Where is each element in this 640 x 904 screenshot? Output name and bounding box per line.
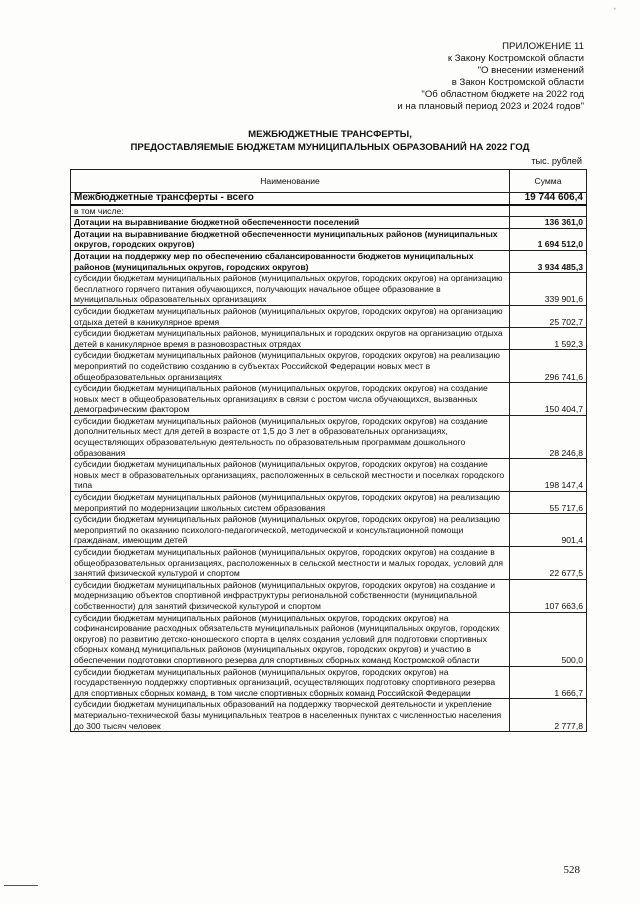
table-row — [71, 699, 587, 732]
row-name-cell: субсидии бюджетам муниципальных районов (муниципальных округов, городских округов) на софинансирование расходных обязательств муниципальных районов (муниципальных округов, городских округов) по развитию детско-юношеского спорта в целях создания условий для подготовки спортивных сборных команд муниципальных районов (муниципальных округов, городских округов) и участию в обеспечении подготовки спортивного резерва для спортивных сборных команд Костромской области — [71, 612, 510, 666]
row-sum-cell: 2 777,8 — [510, 699, 587, 732]
row-name-cell: субсидии бюджетам муниципальных районов (муниципальных округов, городских округов) на создание новых мест в образовательных организациях, расположенных в сельской местности и поселках городского типа — [71, 459, 510, 492]
row-sum-cell — [510, 205, 587, 217]
row-sum-cell: 3 934 485,3 — [510, 250, 587, 272]
row-sum-cell: 55 717,6 — [510, 492, 587, 514]
row-name-cell: субсидии бюджетам муниципальных районов (муниципальных округов, городских округов) на создание в общеобразовательных организациях, расположенных в сельской местности и малых городах, условий для занятий физической культурой и спортом — [71, 547, 510, 580]
table-row — [71, 205, 587, 217]
row-sum-cell: 150 404,7 — [510, 383, 587, 416]
table-header-row — [71, 170, 587, 193]
table-row — [71, 666, 587, 699]
row-name-cell: субсидии бюджетам муниципальных районов, муниципальных и городских округов на организацию отдыха детей в каникулярное время в разновозрастных отрядах — [71, 328, 510, 350]
table-row — [71, 383, 587, 416]
table-row — [71, 514, 587, 547]
row-name-cell: субсидии бюджетам муниципальных районов (муниципальных округов, городских округов) на создание дополнительных мест для детей в возрасте от 1,5 до 3 лет в образовательных организациях, осуществляющих образовательную деятельность по образовательным программам дошкольного образования — [71, 415, 510, 458]
header-line: в Закон Костромской области — [451, 77, 584, 88]
header-line: "О внесении изменений — [477, 65, 584, 76]
row-name-cell: субсидии бюджетам муниципальных районов (муниципальных округов, городских округов) на реализацию мероприятий по содействию созданию в субъектах Российской Федерации новых мест в общеобразовательных организациях — [71, 350, 510, 383]
row-name-cell: субсидии бюджетам муниципальных районов (муниципальных округов, городских округов) на создание новых мест в общеобразовательных организациях в связи с ростом числа обучающихся, вызванных демографическим фактором — [71, 383, 510, 416]
table-row — [71, 250, 587, 272]
table-row — [71, 612, 587, 666]
table-row — [71, 415, 587, 458]
header-line: к Закону Костромской области — [447, 53, 584, 64]
row-name-cell: субсидии бюджетам муниципальных районов (муниципальных округов, городских округов) на организацию бесплатного горячего питания обучающихся, получающих начальное общее образование в муниципальных образовательных организациях — [71, 273, 510, 306]
table-row — [71, 350, 587, 383]
header-line: и на плановый период 2023 и 2024 годов" — [397, 101, 584, 112]
row-sum-cell: 107 663,6 — [510, 579, 587, 612]
row-sum-cell: 500,0 — [510, 612, 587, 666]
row-name-cell: Дотации на поддержку мер по обеспечению сбалансированности бюджетов муниципальных районов (муниципальных округов, городских округов) — [71, 250, 510, 272]
table-row — [71, 547, 587, 580]
row-sum-cell: 901,4 — [510, 514, 587, 547]
title-line-2: ПРЕДОСТАВЛЯЕМЫЕ БЮДЖЕТАМ МУНИЦИПАЛЬНЫХ ОБРАЗОВАНИЙ НА 2022 ГОД — [130, 142, 530, 153]
row-sum-cell: 22 677,5 — [510, 547, 587, 580]
table-row — [71, 193, 587, 205]
row-sum-cell: 19 744 606,4 — [510, 193, 587, 205]
table-row — [71, 305, 587, 327]
row-sum-cell: 25 702,7 — [510, 305, 587, 327]
row-sum-cell: 136 361,0 — [510, 217, 587, 229]
row-name-cell: Дотации на выравнивание бюджетной обеспеченности муниципальных районов (муниципальных округов, городских округов) — [71, 228, 510, 250]
table-row — [71, 328, 587, 350]
table-row — [71, 217, 587, 229]
row-sum-cell: 1 592,3 — [510, 328, 587, 350]
margin-mark — [4, 885, 38, 886]
row-name-cell: субсидии бюджетам муниципальных районов (муниципальных округов, городских округов) на создание и модернизацию объектов спортивной инфраструктуры региональной собственности (муниципальной собственности) для занятий физической культурой и спортом — [71, 579, 510, 612]
row-sum-cell: 1 694 512,0 — [510, 228, 587, 250]
column-header-sum: Сумма — [510, 170, 587, 193]
row-sum-cell: 28 246,8 — [510, 415, 587, 458]
row-name-cell: Дотации на выравнивание бюджетной обеспеченности поселений — [71, 217, 510, 229]
units-label: тыс. рублей — [531, 156, 582, 166]
header-line: "Об областном бюджете на 2022 год — [421, 89, 584, 100]
row-name-cell: в том числе: — [71, 205, 510, 217]
table-body — [71, 193, 587, 732]
row-name-cell: субсидии бюджетам муниципальных районов (муниципальных округов, городских округов) на реализацию мероприятий по модернизации школьных систем образования — [71, 492, 510, 514]
table-row — [71, 228, 587, 250]
row-name-cell: субсидии бюджетам муниципальных районов (муниципальных округов, городских округов) на реализацию мероприятий по оказанию психолого-педагогической, методической и консультационной помощи гражданам, имеющим детей — [71, 514, 510, 547]
corner-mark: * — [613, 8, 616, 14]
header-line: ПРИЛОЖЕНИЕ 11 — [502, 41, 584, 52]
row-name-cell: субсидии бюджетам муниципальных районов (муниципальных округов, городских округов) на организацию отдыха детей в каникулярное время — [71, 305, 510, 327]
row-sum-cell: 296 741,6 — [510, 350, 587, 383]
row-name-cell: субсидии бюджетам муниципальных районов (муниципальных округов, городских округов) на государственную поддержку спортивных организаций, осуществляющих подготовку спортивного резерва для спортивных сборных команд, в том числе спортивных сборных команд Российской Федерации — [71, 666, 510, 699]
document-title — [70, 128, 590, 154]
row-sum-cell: 198 147,4 — [510, 459, 587, 492]
column-header-name: Наименование — [71, 170, 510, 193]
appendix-header — [284, 41, 584, 113]
row-name-cell: Межбюджетные трансферты - всего — [71, 193, 510, 205]
table-row — [71, 273, 587, 306]
page-number: 528 — [563, 864, 580, 876]
table-row — [71, 459, 587, 492]
transfers-table — [70, 169, 587, 732]
table-row — [71, 579, 587, 612]
table-row — [71, 492, 587, 514]
row-sum-cell: 339 901,6 — [510, 273, 587, 306]
row-name-cell: субсидии бюджетам муниципальных образований на поддержку творческой деятельности и укрепление материально-технической базы муниципальных театров в населенных пунктах с численностью населения до 300 тысяч человек — [71, 699, 510, 732]
row-sum-cell: 1 666,7 — [510, 666, 587, 699]
title-line-1: МЕЖБЮДЖЕТНЫЕ ТРАНСФЕРТЫ, — [248, 129, 412, 140]
